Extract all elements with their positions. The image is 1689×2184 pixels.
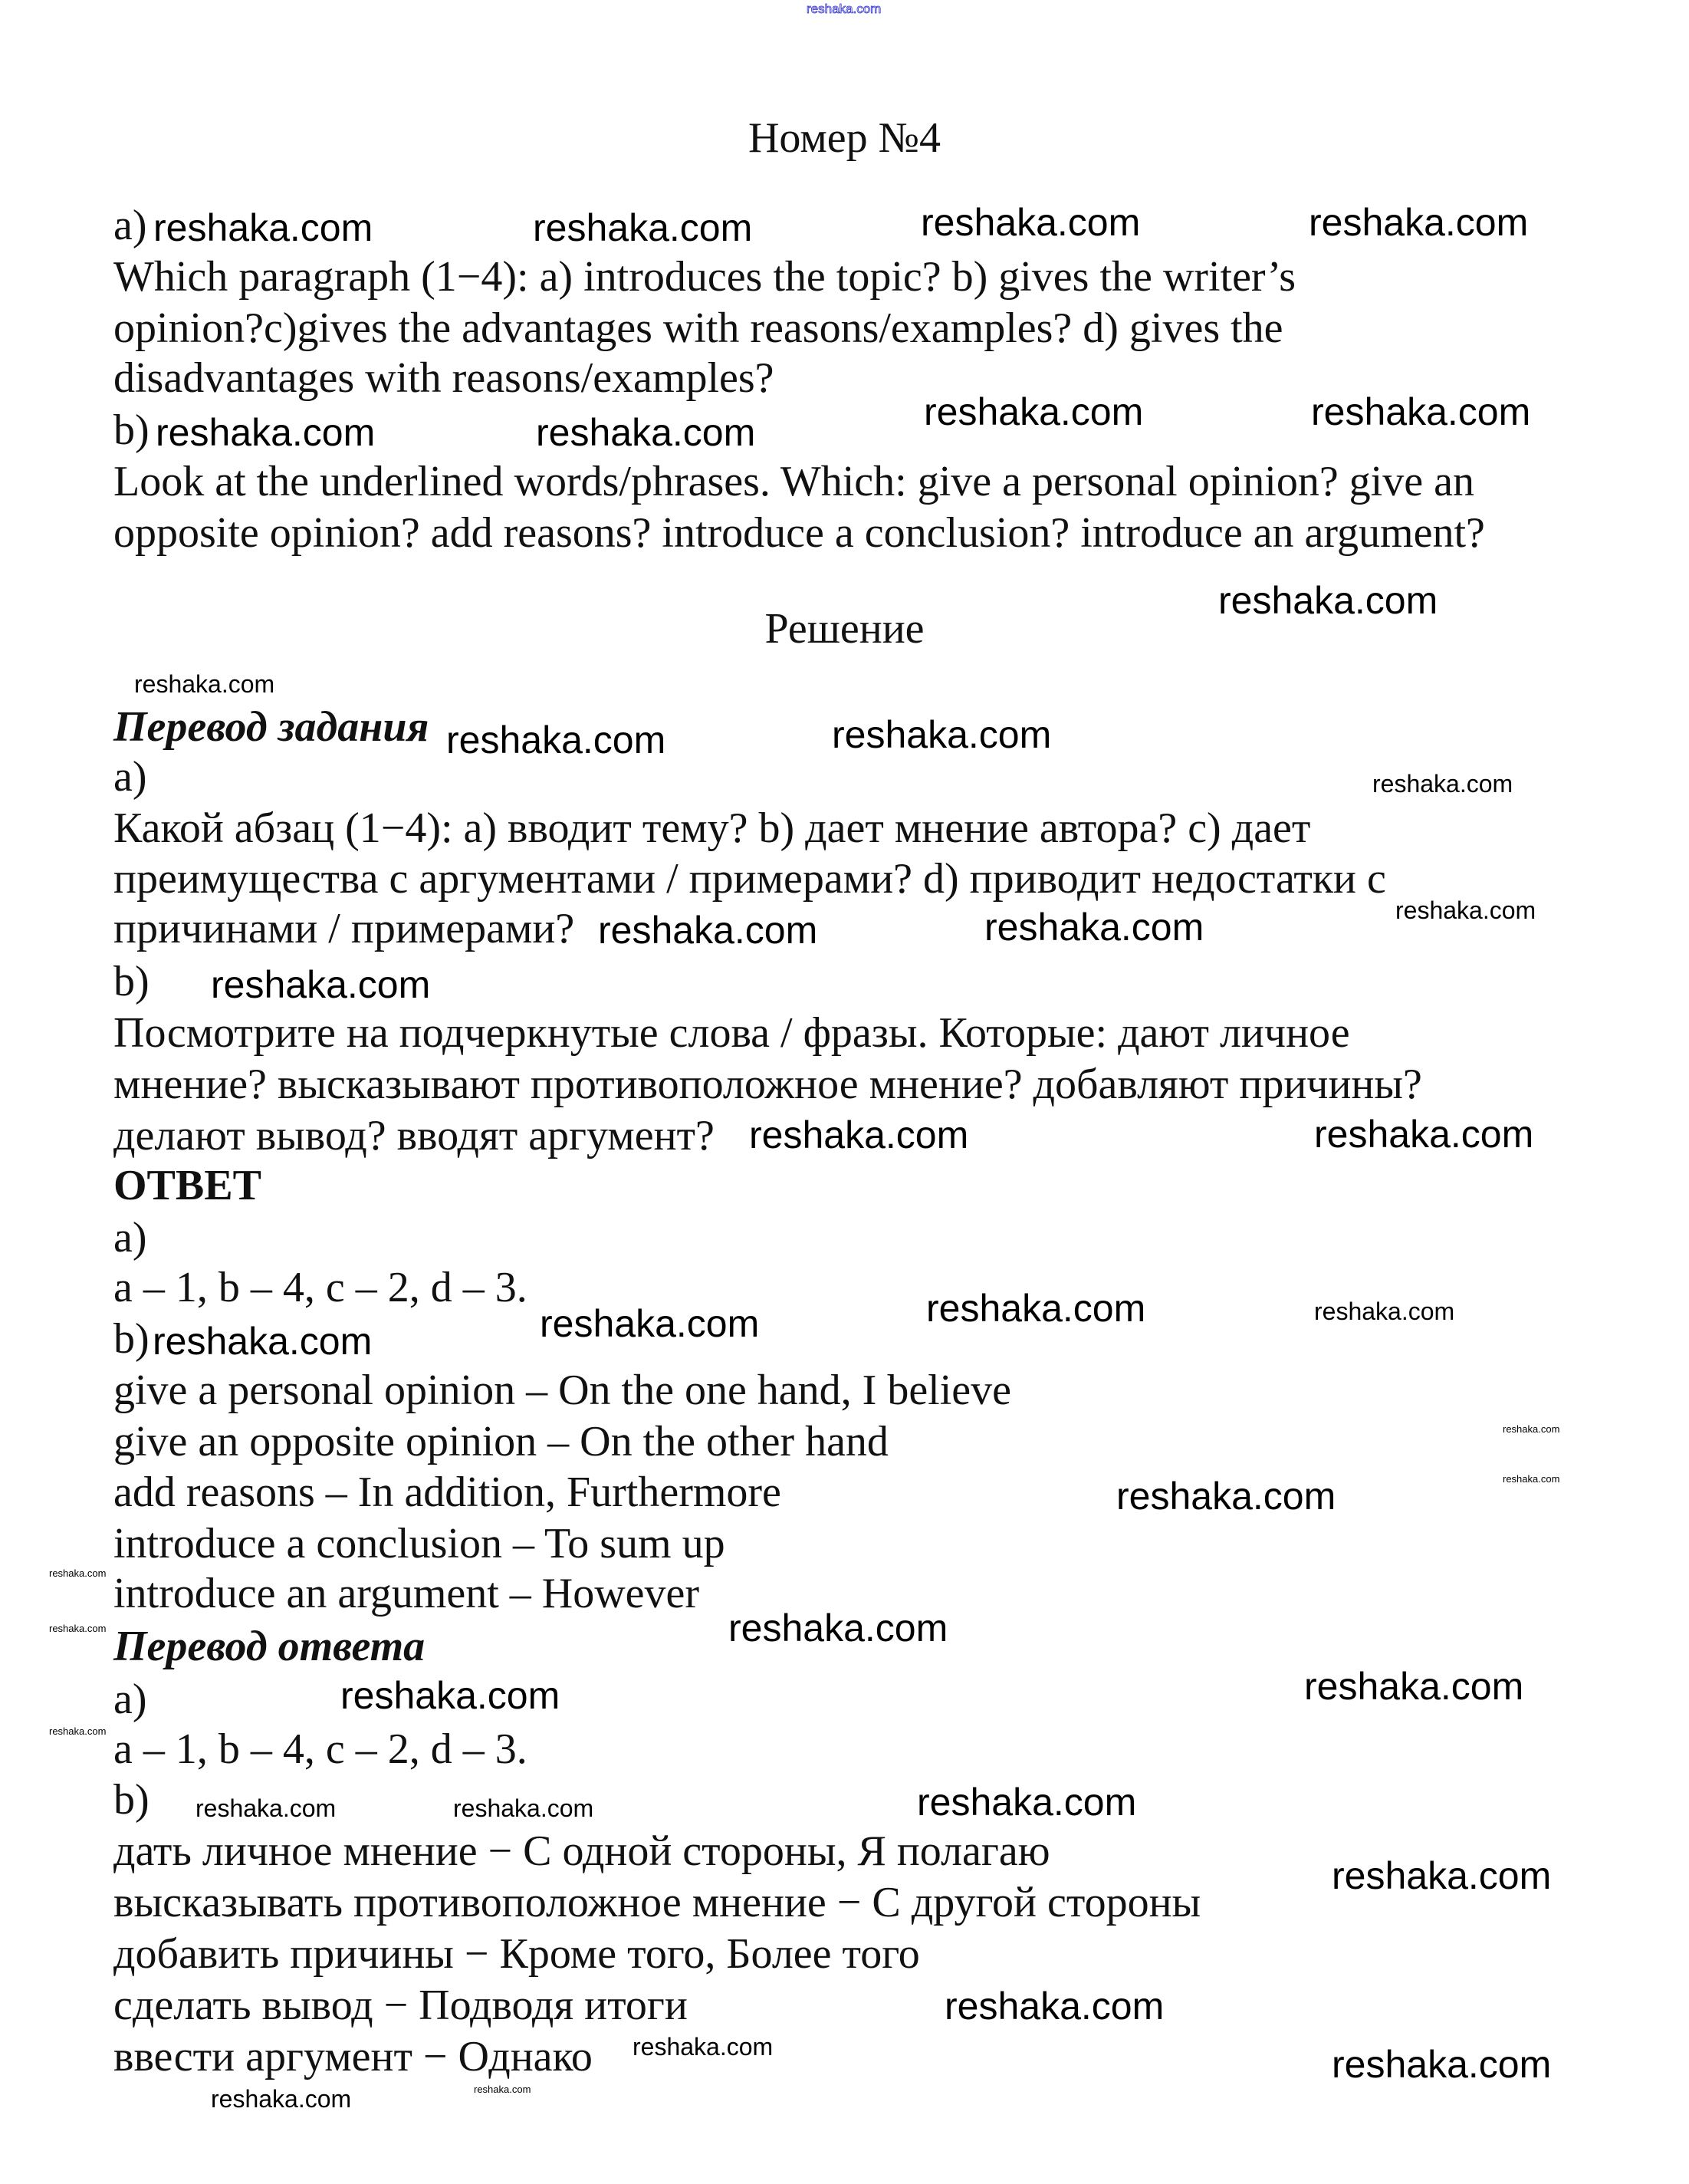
text-line: Посмотрите на подчеркнутые слова / фразы. Которые: дают личное xyxy=(113,1009,1350,1057)
text-line: a) xyxy=(113,1676,147,1723)
watermark: reshaka.com xyxy=(1314,1298,1455,1325)
watermark: reshaka.com xyxy=(1332,1854,1552,1897)
watermark: reshaka.com xyxy=(536,411,756,454)
page-title: Номер №4 xyxy=(748,114,941,162)
watermark: reshaka.com xyxy=(926,1287,1146,1330)
text-line: Look at the underlined words/phrases. Which: give a personal opinion? give an xyxy=(113,458,1474,505)
text-line: ввести аргумент − Однако xyxy=(113,2033,593,2080)
text-line: преимущества с аргументами / примерами? d) приводит недостатки с xyxy=(113,855,1386,903)
solution-heading: Решение xyxy=(764,605,925,653)
watermark: reshaka.com xyxy=(153,206,373,249)
answer-translation-heading: Перевод ответа xyxy=(113,1623,426,1670)
watermark: reshaka.com xyxy=(1332,2043,1552,2086)
text-line: b) xyxy=(113,1315,150,1363)
text-line: give an opposite opinion – On the other hand xyxy=(113,1418,889,1465)
watermark: reshaka.com xyxy=(446,719,666,761)
watermark: reshaka.com xyxy=(832,713,1052,756)
watermark: reshaka.com xyxy=(49,1725,107,1737)
text-line: делают вывод? вводят аргумент? xyxy=(113,1112,715,1159)
watermark: reshaka.com xyxy=(921,201,1141,244)
text-line: добавить причины − Кроме того, Более того xyxy=(113,1930,920,1978)
watermark: reshaka.com xyxy=(598,909,818,952)
watermark: reshaka.com xyxy=(474,2084,531,2095)
text-line: opposite opinion? add reasons? introduce a conclusion? introduce an argument? xyxy=(113,509,1485,557)
text-line: disadvantages with reasons/examples? xyxy=(113,354,774,402)
text-line: сделать вывод − Подводя итоги xyxy=(113,1982,688,2029)
watermark: reshaka.com xyxy=(917,1781,1137,1824)
header-watermark: reshaka.com xyxy=(807,2,882,16)
watermark: reshaka.com xyxy=(728,1607,948,1650)
watermark: reshaka.com xyxy=(49,1567,107,1579)
watermark: reshaka.com xyxy=(1314,1113,1534,1156)
watermark: reshaka.com xyxy=(1503,1423,1560,1435)
watermark: reshaka.com xyxy=(1218,579,1438,622)
watermark: reshaka.com xyxy=(340,1674,560,1717)
watermark: reshaka.com xyxy=(1395,896,1536,924)
text-line: a – 1, b – 4, c – 2, d – 3. xyxy=(113,1725,527,1773)
watermark: reshaka.com xyxy=(153,1320,373,1363)
label-a: a) xyxy=(113,202,147,249)
text-line: introduce a conclusion – To sum up xyxy=(113,1520,725,1567)
watermark: reshaka.com xyxy=(1309,201,1529,244)
watermark: reshaka.com xyxy=(1304,1665,1524,1708)
text-line: высказывать противоположное мнение − С другой стороны xyxy=(113,1879,1201,1926)
text-line: дать личное мнение − С одной стороны, Я полагаю xyxy=(113,1827,1050,1875)
text-line: a) xyxy=(113,1214,147,1261)
text-line: introduce an argument – However xyxy=(113,1570,700,1617)
watermark: reshaka.com xyxy=(1116,1475,1336,1518)
watermark: reshaka.com xyxy=(984,906,1204,949)
watermark: reshaka.com xyxy=(749,1113,969,1156)
text-line: opinion?c)gives the advantages with reasons/examples? d) gives the xyxy=(113,304,1283,352)
watermark: reshaka.com xyxy=(1311,390,1531,433)
text-line: причинами / примерами? xyxy=(113,905,575,952)
watermark: reshaka.com xyxy=(49,1623,107,1634)
watermark: reshaka.com xyxy=(533,206,753,249)
text-line: add reasons – In addition, Furthermore xyxy=(113,1469,781,1516)
text-line: b) xyxy=(113,958,150,1005)
watermark: reshaka.com xyxy=(540,1302,760,1345)
text-line: a – 1, b – 4, c – 2, d – 3. xyxy=(113,1264,527,1311)
watermark: reshaka.com xyxy=(134,670,275,698)
text-line: give a personal opinion – On the one hand, I believe xyxy=(113,1367,1011,1414)
watermark: reshaka.com xyxy=(453,1794,594,1822)
watermark: reshaka.com xyxy=(211,963,431,1006)
watermark: reshaka.com xyxy=(924,390,1144,433)
watermark: reshaka.com xyxy=(211,2085,352,2113)
text-line: мнение? высказывают противоположное мнение? добавляют причины? xyxy=(113,1061,1422,1108)
watermark: reshaka.com xyxy=(633,2033,774,2061)
answer-heading: ОТВЕТ xyxy=(113,1162,261,1209)
text-line: b) xyxy=(113,1776,150,1824)
label-b: b) xyxy=(113,406,150,454)
task-translation-heading: Перевод задания xyxy=(113,703,429,751)
text-line: Какой абзац (1−4): а) вводит тему? b) дает мнение автора? c) дает xyxy=(113,804,1311,852)
watermark: reshaka.com xyxy=(1372,770,1513,798)
watermark: reshaka.com xyxy=(945,1985,1165,2028)
watermark: reshaka.com xyxy=(196,1794,337,1822)
watermark: reshaka.com xyxy=(156,411,376,454)
text-line: Which paragraph (1−4): a) introduces the topic? b) gives the writer’s xyxy=(113,253,1296,301)
text-line: a) xyxy=(113,753,147,801)
watermark: reshaka.com xyxy=(1503,1473,1560,1485)
